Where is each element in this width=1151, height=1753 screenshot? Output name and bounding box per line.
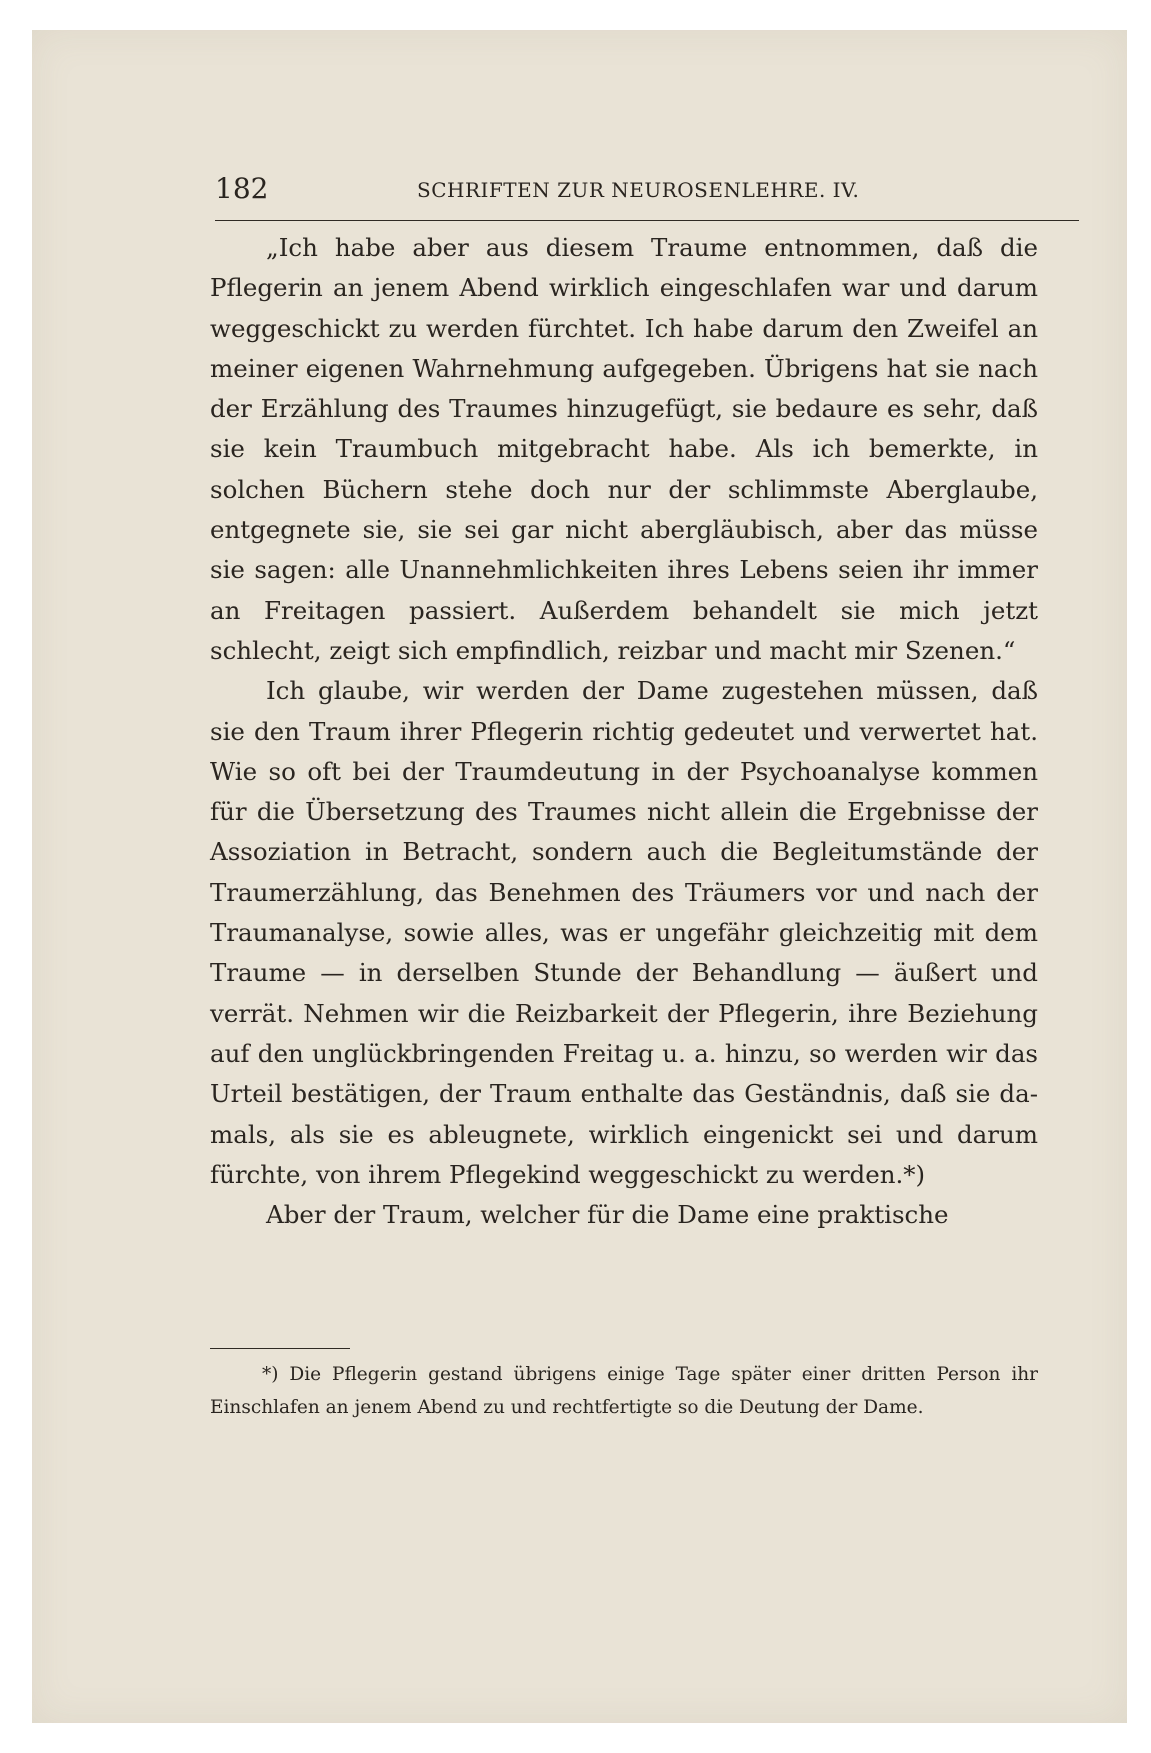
body-text — [210, 228, 1038, 1235]
footnote: *) Die Pflegerin gestand übrigens einige Tage später einer dritten Person ihr Einschlafen an jenem Abend zu und rechtfertigte so die Deutung der Dame. — [210, 1364, 1038, 1418]
paragraph-2: Ich glaube, wir werden der Dame zugestehen müssen, daß sie den Traum ihrer Pflegerin richtig gedeutet und verwertet hat. Wie so oft bei der Traumdeutung in der Psychoanalyse kommen für die Übersetzung des Traumes nicht allein die Ergebnisse der Assoziation in Betracht, sondern auch die Begleitumstände der Traumerzählung, das Benehmen des Träumers vor und nach der Traumanalyse, sowie alles, was er ungefähr gleichzeitig mit dem Traume — in derselben Stunde der Behandlung — äußert und verrät. Nehmen wir die Reizbarkeit der Pflegerin, ihre Beziehung auf den unglückbringenden Freitag u. a. hinzu, so werden wir das Urteil bestätigen, der Traum enthalte das Geständnis, daß sie damals, als sie es ableugnete, wirklich eingenickt sei und darum fürchte, von ihrem Pflegekind weggeschickt zu werden.*) — [210, 676, 1038, 1189]
footnote-rule — [210, 1348, 350, 1349]
page-number: 182 — [215, 172, 269, 205]
running-head: SCHRIFTEN ZUR NEUROSENLEHRE. IV. — [417, 178, 860, 202]
page-header — [215, 166, 1079, 221]
paragraph-1: „Ich habe aber aus diesem Traume entnommen, daß die Pflegerin an jenem Abend wirklich eingeschlafen war und darum weggeschickt zu werden fürchtet. Ich habe darum den Zweifel an meiner eigenen Wahrnehmung aufgegeben. Übrigens hat sie nach der Erzählung des Traumes hinzugefügt, sie bedaure es sehr, daß sie kein Traumbuch mitgebracht habe. Als ich bemerkte, in solchen Büchern stehe doch nur der schlimmste Aberglaube, entgegnete sie, sie sei gar nicht abergläubisch, aber das müsse sie sagen: alle Unannehmlichkeiten ihres Lebens seien ihr immer an Freitagen passiert. Außerdem behandelt sie mich jetzt schlecht, zeigt sich empfindlich, reizbar und macht mir Szenen.“ — [210, 233, 1038, 665]
paragraph-3: Aber der Traum, welcher für die Dame eine praktische — [266, 1200, 949, 1230]
